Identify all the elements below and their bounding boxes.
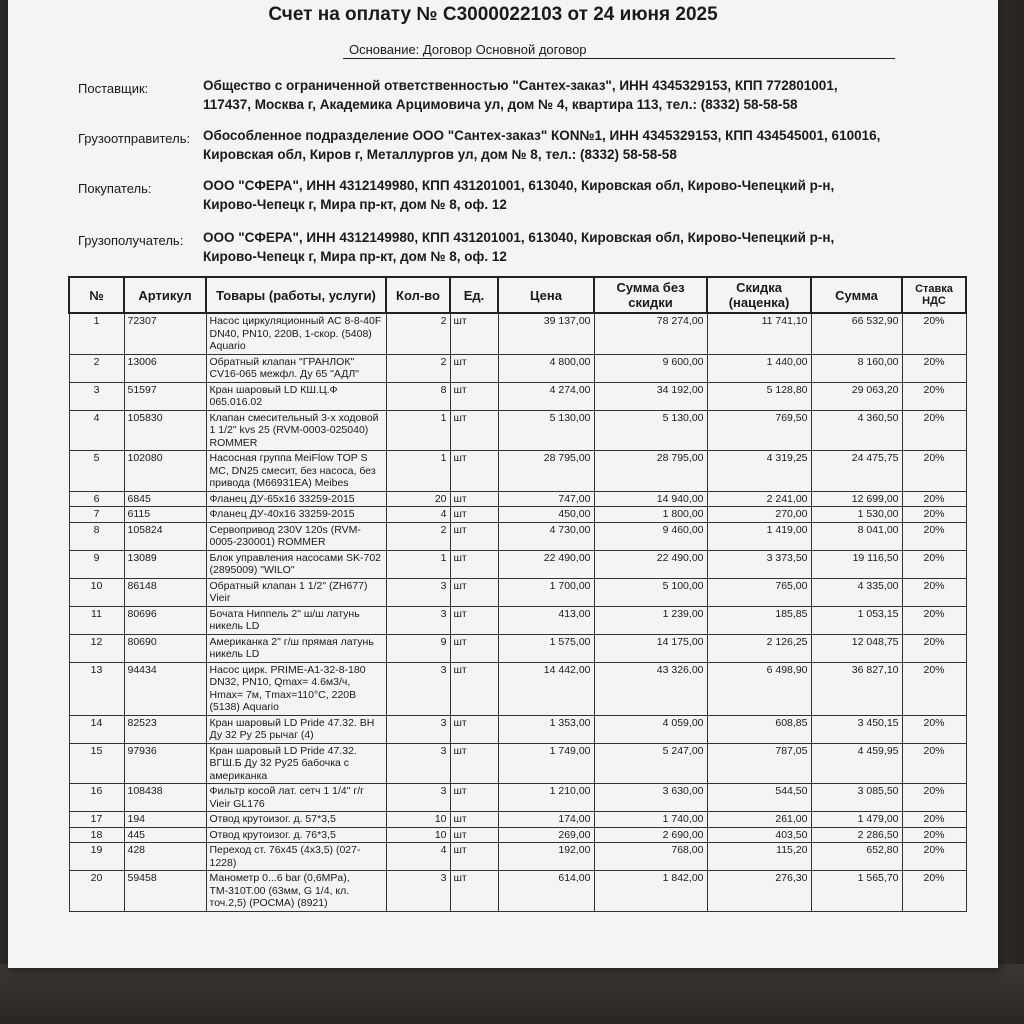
cell-unit: шт <box>450 662 498 715</box>
table-row <box>69 507 966 523</box>
table-row <box>69 491 966 507</box>
col-header-article: Артикул <box>124 277 206 313</box>
cell-quantity: 3 <box>386 662 450 715</box>
cell-unit: шт <box>450 606 498 634</box>
cell-vat-rate: 20% <box>902 578 966 606</box>
cell-number: 18 <box>69 827 124 843</box>
table-row <box>69 715 966 743</box>
table-row <box>69 634 966 662</box>
cell-quantity: 3 <box>386 715 450 743</box>
cell-unit: шт <box>450 743 498 784</box>
cell-sum: 2 286,50 <box>811 827 902 843</box>
cell-discount: 2 241,00 <box>707 491 811 507</box>
cell-sum-no-discount: 2 690,00 <box>594 827 707 843</box>
cell-unit: шт <box>450 827 498 843</box>
cell-sum: 29 063,20 <box>811 382 902 410</box>
cell-number: 16 <box>69 784 124 812</box>
cell-unit: шт <box>450 871 498 912</box>
party-text-shipper <box>203 126 903 164</box>
cell-quantity: 1 <box>386 451 450 492</box>
cell-goods: Отвод крутоизог. д. 76*3,5 <box>206 827 386 843</box>
cell-discount: 115,20 <box>707 843 811 871</box>
cell-article: 94434 <box>124 662 206 715</box>
cell-goods: Фланец ДУ-65х16 33259-2015 <box>206 491 386 507</box>
cell-discount: 2 126,25 <box>707 634 811 662</box>
cell-unit: шт <box>450 313 498 354</box>
cell-sum: 8 160,00 <box>811 354 902 382</box>
cell-article: 105830 <box>124 410 206 451</box>
table-row <box>69 812 966 828</box>
cell-article: 445 <box>124 827 206 843</box>
cell-quantity: 1 <box>386 410 450 451</box>
cell-vat-rate: 20% <box>902 715 966 743</box>
cell-article: 13006 <box>124 354 206 382</box>
cell-sum: 652,80 <box>811 843 902 871</box>
cell-sum: 1 565,70 <box>811 871 902 912</box>
cell-sum-no-discount: 1 800,00 <box>594 507 707 523</box>
cell-number: 9 <box>69 550 124 578</box>
cell-discount: 261,00 <box>707 812 811 828</box>
cell-quantity: 3 <box>386 784 450 812</box>
cell-sum-no-discount: 43 326,00 <box>594 662 707 715</box>
cell-article: 102080 <box>124 451 206 492</box>
party-label-shipper: Грузоотправитель: <box>78 131 191 146</box>
cell-goods: Кран шаровый LD Pride 47.32. ВГШ.Б Ду 32 Ру25 бабочка с американка <box>206 743 386 784</box>
cell-sum-no-discount: 5 247,00 <box>594 743 707 784</box>
items-table <box>68 276 967 912</box>
party-line: Обособленное подразделение ООО "Сантех-заказ" КОN№1, ИНН 4345329153, КПП 434545001, 610016, <box>203 128 881 143</box>
cell-price: 450,00 <box>498 507 594 523</box>
cell-quantity: 10 <box>386 812 450 828</box>
cell-unit: шт <box>450 410 498 451</box>
cell-sum-no-discount: 5 130,00 <box>594 410 707 451</box>
cell-quantity: 3 <box>386 871 450 912</box>
cell-article: 97936 <box>124 743 206 784</box>
party-label-supplier: Поставщик: <box>78 81 149 96</box>
cell-number: 13 <box>69 662 124 715</box>
cell-article: 6115 <box>124 507 206 523</box>
cell-price: 39 137,00 <box>498 313 594 354</box>
cell-number: 20 <box>69 871 124 912</box>
cell-goods: Американка 2" г/ш прямая латунь никель LD <box>206 634 386 662</box>
cell-vat-rate: 20% <box>902 843 966 871</box>
cell-quantity: 2 <box>386 313 450 354</box>
table-row <box>69 313 966 354</box>
cell-unit: шт <box>450 382 498 410</box>
cell-unit: шт <box>450 354 498 382</box>
cell-article: 13089 <box>124 550 206 578</box>
cell-vat-rate: 20% <box>902 812 966 828</box>
cell-vat-rate: 20% <box>902 827 966 843</box>
table-row <box>69 871 966 912</box>
cell-sum-no-discount: 22 490,00 <box>594 550 707 578</box>
cell-sum: 12 699,00 <box>811 491 902 507</box>
cell-sum-no-discount: 14 940,00 <box>594 491 707 507</box>
cell-number: 11 <box>69 606 124 634</box>
cell-sum-no-discount: 78 274,00 <box>594 313 707 354</box>
cell-vat-rate: 20% <box>902 550 966 578</box>
party-text-buyer <box>203 176 903 214</box>
cell-sum: 1 053,15 <box>811 606 902 634</box>
cell-number: 17 <box>69 812 124 828</box>
cell-number: 10 <box>69 578 124 606</box>
cell-quantity: 3 <box>386 606 450 634</box>
cell-sum: 36 827,10 <box>811 662 902 715</box>
cell-quantity: 2 <box>386 354 450 382</box>
cell-number: 4 <box>69 410 124 451</box>
cell-goods: Клапан смесительный 3-х ходовой 1 1/2" kvs 25 (RVM-0003-025040) ROMMER <box>206 410 386 451</box>
invoice-basis: Основание: Договор Основной договор <box>343 42 895 59</box>
cell-number: 6 <box>69 491 124 507</box>
cell-sum: 3 085,50 <box>811 784 902 812</box>
cell-goods: Бочата Ниппель 2" ш/ш латунь никель LD <box>206 606 386 634</box>
cell-sum: 1 479,00 <box>811 812 902 828</box>
cell-sum-no-discount: 14 175,00 <box>594 634 707 662</box>
cell-sum-no-discount: 768,00 <box>594 843 707 871</box>
cell-unit: шт <box>450 507 498 523</box>
cell-vat-rate: 20% <box>902 507 966 523</box>
cell-discount: 403,50 <box>707 827 811 843</box>
col-header-vat-rate: Ставка НДС <box>902 277 966 313</box>
cell-sum-no-discount: 1 740,00 <box>594 812 707 828</box>
cell-article: 86148 <box>124 578 206 606</box>
cell-vat-rate: 20% <box>902 871 966 912</box>
cell-vat-rate: 20% <box>902 522 966 550</box>
cell-vat-rate: 20% <box>902 313 966 354</box>
table-row <box>69 451 966 492</box>
table-row <box>69 606 966 634</box>
table-row <box>69 522 966 550</box>
cell-unit: шт <box>450 812 498 828</box>
cell-discount: 608,85 <box>707 715 811 743</box>
cell-goods: Манометр 0...6 bar (0,6MPa), ТМ-310Т.00 (63мм, G 1/4, кл. точ.2,5) (РОСМА) (8921) <box>206 871 386 912</box>
cell-price: 413,00 <box>498 606 594 634</box>
cell-unit: шт <box>450 522 498 550</box>
cell-price: 4 274,00 <box>498 382 594 410</box>
cell-article: 108438 <box>124 784 206 812</box>
party-label-buyer: Покупатель: <box>78 181 152 196</box>
cell-article: 105824 <box>124 522 206 550</box>
cell-quantity: 3 <box>386 578 450 606</box>
cell-sum: 24 475,75 <box>811 451 902 492</box>
cell-price: 1 575,00 <box>498 634 594 662</box>
cell-unit: шт <box>450 634 498 662</box>
invoice-page <box>8 0 998 968</box>
party-label-consignee: Грузополучатель: <box>78 233 184 248</box>
cell-article: 82523 <box>124 715 206 743</box>
col-header-sum-no-discount: Сумма без скидки <box>594 277 707 313</box>
cell-discount: 3 373,50 <box>707 550 811 578</box>
cell-price: 1 353,00 <box>498 715 594 743</box>
cell-vat-rate: 20% <box>902 410 966 451</box>
cell-sum-no-discount: 3 630,00 <box>594 784 707 812</box>
cell-goods: Обратный клапан 1 1/2" (ZH677) Vieir <box>206 578 386 606</box>
party-line: Кирово-Чепецк г, Мира пр-кт, дом № 8, оф. 12 <box>203 249 507 264</box>
col-header-sum: Сумма <box>811 277 902 313</box>
cell-sum: 19 116,50 <box>811 550 902 578</box>
cell-sum-no-discount: 5 100,00 <box>594 578 707 606</box>
col-header-number: № <box>69 277 124 313</box>
cell-price: 192,00 <box>498 843 594 871</box>
table-row <box>69 354 966 382</box>
cell-vat-rate: 20% <box>902 784 966 812</box>
cell-discount: 6 498,90 <box>707 662 811 715</box>
table-row <box>69 827 966 843</box>
cell-discount: 765,00 <box>707 578 811 606</box>
table-header-row <box>69 277 966 313</box>
cell-discount: 270,00 <box>707 507 811 523</box>
table-row <box>69 578 966 606</box>
cell-sum-no-discount: 4 059,00 <box>594 715 707 743</box>
table-row <box>69 382 966 410</box>
cell-number: 19 <box>69 843 124 871</box>
col-header-goods: Товары (работы, услуги) <box>206 277 386 313</box>
col-header-quantity: Кол-во <box>386 277 450 313</box>
cell-article: 51597 <box>124 382 206 410</box>
cell-quantity: 3 <box>386 743 450 784</box>
cell-price: 4 800,00 <box>498 354 594 382</box>
cell-price: 4 730,00 <box>498 522 594 550</box>
cell-price: 1 700,00 <box>498 578 594 606</box>
cell-discount: 11 741,10 <box>707 313 811 354</box>
party-line: 117437, Москва г, Академика Арцимовича ул, дом № 4, квартира 113, тел.: (8332) 58-58-58 <box>203 97 798 112</box>
cell-price: 14 442,00 <box>498 662 594 715</box>
party-line: ООО "СФЕРА", ИНН 4312149980, КПП 431201001, 613040, Кировская обл, Кирово-Чепецкий р-н, <box>203 178 835 193</box>
cell-sum-no-discount: 1 842,00 <box>594 871 707 912</box>
cell-goods: Переход ст. 76х45 (4х3,5) (027-1228) <box>206 843 386 871</box>
cell-goods: Кран шаровый LD КШ.Ц.Ф 065.016.02 <box>206 382 386 410</box>
cell-article: 428 <box>124 843 206 871</box>
cell-unit: шт <box>450 578 498 606</box>
cell-number: 1 <box>69 313 124 354</box>
cell-discount: 276,30 <box>707 871 811 912</box>
cell-vat-rate: 20% <box>902 634 966 662</box>
cell-number: 8 <box>69 522 124 550</box>
cell-article: 80696 <box>124 606 206 634</box>
col-header-discount: Скидка (наценка) <box>707 277 811 313</box>
cell-vat-rate: 20% <box>902 354 966 382</box>
cell-article: 6845 <box>124 491 206 507</box>
cell-vat-rate: 20% <box>902 382 966 410</box>
background-bottom <box>0 964 1024 1024</box>
cell-number: 14 <box>69 715 124 743</box>
cell-sum: 1 530,00 <box>811 507 902 523</box>
cell-quantity: 1 <box>386 550 450 578</box>
cell-price: 5 130,00 <box>498 410 594 451</box>
cell-sum: 66 532,90 <box>811 313 902 354</box>
cell-price: 1 749,00 <box>498 743 594 784</box>
col-header-unit: Ед. <box>450 277 498 313</box>
cell-price: 614,00 <box>498 871 594 912</box>
cell-discount: 1 419,00 <box>707 522 811 550</box>
cell-goods: Отвод крутоизог. д. 57*3,5 <box>206 812 386 828</box>
cell-discount: 4 319,25 <box>707 451 811 492</box>
col-header-price: Цена <box>498 277 594 313</box>
cell-discount: 787,05 <box>707 743 811 784</box>
table-row <box>69 410 966 451</box>
cell-number: 2 <box>69 354 124 382</box>
cell-vat-rate: 20% <box>902 662 966 715</box>
cell-vat-rate: 20% <box>902 491 966 507</box>
cell-sum: 4 459,95 <box>811 743 902 784</box>
cell-sum: 3 450,15 <box>811 715 902 743</box>
cell-goods: Кран шаровый LD Pride 47.32. ВН Ду 32 Ру 25 рычаг (4) <box>206 715 386 743</box>
cell-price: 28 795,00 <box>498 451 594 492</box>
cell-unit: шт <box>450 451 498 492</box>
cell-vat-rate: 20% <box>902 606 966 634</box>
cell-vat-rate: 20% <box>902 451 966 492</box>
cell-goods: Насос циркуляционный АС 8-8-40F DN40, PN10, 220В, 1-скор. (5408) Aquario <box>206 313 386 354</box>
cell-goods: Фланец ДУ-40х16 33259-2015 <box>206 507 386 523</box>
party-line: Общество с ограниченной ответственностью "Сантех-заказ", ИНН 4345329153, КПП 772801001, <box>203 78 838 93</box>
table-row <box>69 550 966 578</box>
cell-article: 72307 <box>124 313 206 354</box>
cell-quantity: 4 <box>386 507 450 523</box>
cell-sum-no-discount: 28 795,00 <box>594 451 707 492</box>
cell-quantity: 4 <box>386 843 450 871</box>
cell-article: 80690 <box>124 634 206 662</box>
party-text-supplier <box>203 76 903 114</box>
cell-price: 174,00 <box>498 812 594 828</box>
cell-number: 15 <box>69 743 124 784</box>
cell-quantity: 9 <box>386 634 450 662</box>
cell-goods: Сервопривод 230V 120s (RVM-0005-230001) ROMMER <box>206 522 386 550</box>
cell-quantity: 20 <box>386 491 450 507</box>
table-row <box>69 743 966 784</box>
cell-discount: 769,50 <box>707 410 811 451</box>
cell-sum-no-discount: 34 192,00 <box>594 382 707 410</box>
cell-number: 5 <box>69 451 124 492</box>
cell-sum: 4 335,00 <box>811 578 902 606</box>
cell-number: 7 <box>69 507 124 523</box>
table-row <box>69 784 966 812</box>
cell-goods: Фильтр косой лат. сетч 1 1/4" г/г Vieir GL176 <box>206 784 386 812</box>
cell-number: 12 <box>69 634 124 662</box>
table-row <box>69 662 966 715</box>
cell-sum-no-discount: 9 600,00 <box>594 354 707 382</box>
cell-price: 22 490,00 <box>498 550 594 578</box>
cell-sum-no-discount: 9 460,00 <box>594 522 707 550</box>
invoice-title: Счет на оплату № С3000022103 от 24 июня 2025 <box>268 4 718 25</box>
cell-sum: 4 360,50 <box>811 410 902 451</box>
cell-price: 1 210,00 <box>498 784 594 812</box>
cell-quantity: 10 <box>386 827 450 843</box>
cell-price: 747,00 <box>498 491 594 507</box>
cell-article: 194 <box>124 812 206 828</box>
cell-goods: Обратный клапан "ГРАНЛОК" CV16-065 межфл. Ду 65 "АДЛ" <box>206 354 386 382</box>
cell-unit: шт <box>450 550 498 578</box>
cell-goods: Насосная группа MeiFlow TOP S MC, DN25 смесит, без насоса, без привода (M66931EA) Meibes <box>206 451 386 492</box>
cell-discount: 185,85 <box>707 606 811 634</box>
cell-quantity: 2 <box>386 522 450 550</box>
cell-discount: 1 440,00 <box>707 354 811 382</box>
party-text-consignee <box>203 228 903 266</box>
cell-vat-rate: 20% <box>902 743 966 784</box>
cell-goods: Насос цирк. PRIME-A1-32-8-180 DN32, PN10, Qmax= 4.6м3/ч, Hmax= 7м, Tmax=110°C, 220В (5138) Aquario <box>206 662 386 715</box>
cell-number: 3 <box>69 382 124 410</box>
cell-discount: 5 128,80 <box>707 382 811 410</box>
cell-unit: шт <box>450 715 498 743</box>
cell-quantity: 8 <box>386 382 450 410</box>
cell-unit: шт <box>450 491 498 507</box>
cell-sum: 12 048,75 <box>811 634 902 662</box>
party-line: Кирово-Чепецк г, Мира пр-кт, дом № 8, оф. 12 <box>203 197 507 212</box>
cell-price: 269,00 <box>498 827 594 843</box>
party-line: ООО "СФЕРА", ИНН 4312149980, КПП 431201001, 613040, Кировская обл, Кирово-Чепецкий р-н, <box>203 230 835 245</box>
table-row <box>69 843 966 871</box>
party-line: Кировская обл, Киров г, Металлургов ул, дом № 8, тел.: (8332) 58-58-58 <box>203 147 677 162</box>
cell-article: 59458 <box>124 871 206 912</box>
cell-unit: шт <box>450 843 498 871</box>
cell-sum-no-discount: 1 239,00 <box>594 606 707 634</box>
cell-sum: 8 041,00 <box>811 522 902 550</box>
cell-goods: Блок управления насосами SK-702 (2895009) "WILO" <box>206 550 386 578</box>
cell-unit: шт <box>450 784 498 812</box>
table-body <box>69 313 966 911</box>
cell-discount: 544,50 <box>707 784 811 812</box>
